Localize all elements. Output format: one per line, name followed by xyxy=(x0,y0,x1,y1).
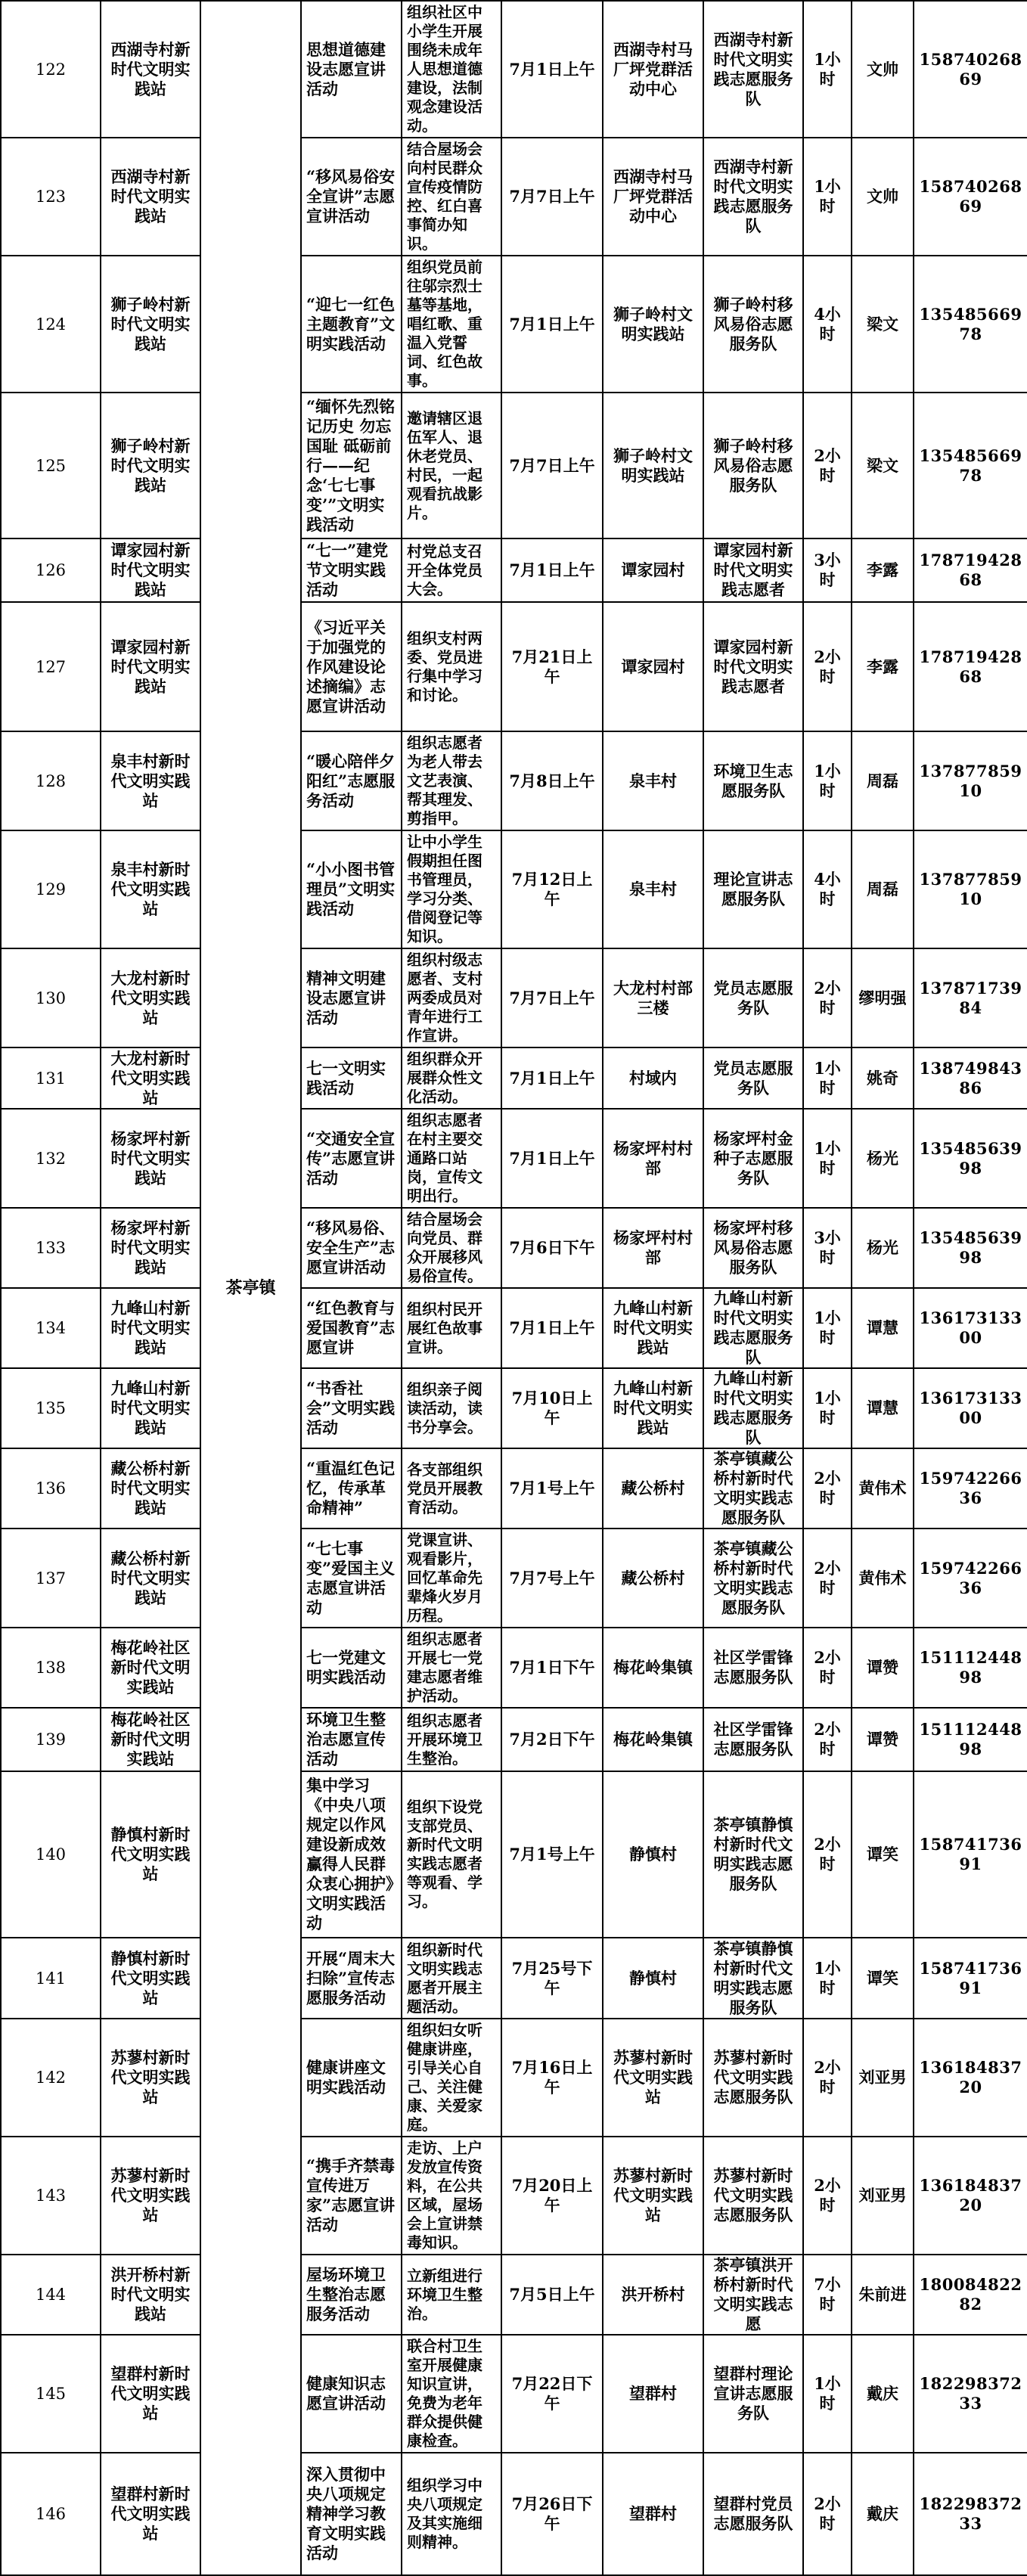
table-row xyxy=(1,538,1027,602)
table-row xyxy=(1,1047,1027,1109)
contact-phone: 15974226636 xyxy=(914,1448,1027,1529)
duration: 7小时 xyxy=(803,2255,852,2335)
activity-name: “移风易俗、安全生产”志愿宣讲活动 xyxy=(301,1208,402,1288)
contact-phone: 13874984386 xyxy=(914,1047,1027,1109)
contact-phone: 13548566978 xyxy=(914,256,1027,393)
contact-person: 谭慧 xyxy=(852,1368,914,1448)
activity-name: “七一”建党节文明实践活动 xyxy=(301,538,402,602)
contact-phone: 17871942868 xyxy=(914,602,1027,731)
activity-content: 组织社区中小学生开展围绕未成年人思想道德建设，法制观念建设活动。 xyxy=(402,1,501,138)
activity-time: 7月7日上午 xyxy=(501,948,603,1047)
contact-phone: 15974226636 xyxy=(914,1529,1027,1628)
contact-phone: 17871942868 xyxy=(914,538,1027,602)
activity-name: 健康讲座文明实践活动 xyxy=(301,2019,402,2137)
activity-content: 组织志愿者在村主要交通路口站岗，宣传文明出行。 xyxy=(402,1109,501,1208)
activity-time: 7月12日上午 xyxy=(501,830,603,948)
activity-content: 让中小学生假期担任图书管理员，学习分类、借阅登记等知识。 xyxy=(402,830,501,948)
row-number: 143 xyxy=(1,2137,101,2255)
activity-name: 健康知识志愿宣讲活动 xyxy=(301,2335,402,2453)
station-name: 谭家园村新时代文明实践站 xyxy=(101,602,200,731)
station-name: 望群村新时代文明实践站 xyxy=(101,2335,200,2453)
contact-phone: 15874026869 xyxy=(914,138,1027,256)
activity-location: 静慎村 xyxy=(603,1938,703,2019)
organizer: 茶亭镇静慎村新时代文明实践志愿服务队 xyxy=(703,1938,803,2019)
row-number: 134 xyxy=(1,1288,101,1368)
station-name: 苏蓼村新时代文明实践站 xyxy=(101,2137,200,2255)
row-number: 142 xyxy=(1,2019,101,2137)
activity-name: “红色教育与爱国教育”志愿宣讲 xyxy=(301,1288,402,1368)
row-number: 128 xyxy=(1,731,101,830)
contact-phone: 18229837233 xyxy=(914,2335,1027,2453)
table-row xyxy=(1,393,1027,538)
station-name: 大龙村新时代文明实践站 xyxy=(101,948,200,1047)
activity-content: 立新组进行环境卫生整治。 xyxy=(402,2255,501,2335)
activity-content: 组织群众开展群众性文化活动。 xyxy=(402,1047,501,1109)
contact-person: 李露 xyxy=(852,602,914,731)
activity-name: 七一文明实践活动 xyxy=(301,1047,402,1109)
activity-name: 集中学习《中央八项规定以作风建设新成效赢得人民群众衷心拥护》文明实践活动 xyxy=(301,1771,402,1938)
contact-person: 梁文 xyxy=(852,256,914,393)
duration: 2小时 xyxy=(803,1708,852,1771)
organizer: 茶亭镇静慎村新时代文明实践志愿服务队 xyxy=(703,1771,803,1938)
contact-person: 戴庆 xyxy=(852,2453,914,2575)
contact-person: 谭慧 xyxy=(852,1288,914,1368)
duration: 1小时 xyxy=(803,1047,852,1109)
activity-content: 联合村卫生室开展健康知识宣讲，免费为老年群众提供健康检查。 xyxy=(402,2335,501,2453)
duration: 4小时 xyxy=(803,256,852,393)
activity-content: 组织妇女听健康讲座，引导关心自己、关注健康、关爱家庭。 xyxy=(402,2019,501,2137)
activity-location: 望群村 xyxy=(603,2335,703,2453)
activity-content: 村党总支召开全体党员大会。 xyxy=(402,538,501,602)
station-name: 望群村新时代文明实践站 xyxy=(101,2453,200,2575)
row-number: 123 xyxy=(1,138,101,256)
activity-name: “交通安全宣传”志愿宣讲活动 xyxy=(301,1109,402,1208)
station-name: 梅花岭社区新时代文明实践站 xyxy=(101,1708,200,1771)
organizer: 社区学雷锋志愿服务队 xyxy=(703,1628,803,1708)
activity-name: “书香社会”文明实践活动 xyxy=(301,1368,402,1448)
row-number: 133 xyxy=(1,1208,101,1288)
activity-time: 7月6日下午 xyxy=(501,1208,603,1288)
contact-person: 缪明强 xyxy=(852,948,914,1047)
table-body xyxy=(1,1,1027,2575)
activity-content: 各支部组织党员开展教育活动。 xyxy=(402,1448,501,1529)
row-number: 146 xyxy=(1,2453,101,2575)
organizer: 望群村党员志愿服务队 xyxy=(703,2453,803,2575)
organizer: 茶亭镇藏公桥村新时代文明实践志愿服务队 xyxy=(703,1529,803,1628)
duration: 3小时 xyxy=(803,538,852,602)
activity-content: 组织村级志愿者、支村两委成员对青年进行工作宣讲。 xyxy=(402,948,501,1047)
activity-name: 环境卫生整治志愿宣传活动 xyxy=(301,1708,402,1771)
activity-location: 梅花岭集镇 xyxy=(603,1708,703,1771)
activity-name: “移风易俗安全宣讲”志愿宣讲活动 xyxy=(301,138,402,256)
table-row xyxy=(1,830,1027,948)
contact-phone: 15874173691 xyxy=(914,1938,1027,2019)
station-name: 藏公桥村新时代文明实践站 xyxy=(101,1529,200,1628)
table-row xyxy=(1,602,1027,731)
contact-phone: 13787173984 xyxy=(914,948,1027,1047)
activity-location: 谭家园村 xyxy=(603,538,703,602)
table-row xyxy=(1,2335,1027,2453)
activity-name: 精神文明建设志愿宣讲活动 xyxy=(301,948,402,1047)
duration: 2小时 xyxy=(803,1529,852,1628)
duration: 1小时 xyxy=(803,1938,852,2019)
organizer: 党员志愿服务队 xyxy=(703,948,803,1047)
activity-content: 走访、上户发放宣传资料，在公共区域，屋场会上宣讲禁毒知识。 xyxy=(402,2137,501,2255)
activity-name: 七一党建文明实践活动 xyxy=(301,1628,402,1708)
station-name: 洪开桥村新时代文明实践站 xyxy=(101,2255,200,2335)
organizer: 党员志愿服务队 xyxy=(703,1047,803,1109)
activity-content: 组织村民开展红色故事宣讲。 xyxy=(402,1288,501,1368)
table-row xyxy=(1,731,1027,830)
table-row xyxy=(1,1368,1027,1448)
activity-time: 7月1日下午 xyxy=(501,1628,603,1708)
station-name: 大龙村新时代文明实践站 xyxy=(101,1047,200,1109)
contact-person: 文帅 xyxy=(852,138,914,256)
duration: 1小时 xyxy=(803,1368,852,1448)
contact-phone: 15111244898 xyxy=(914,1628,1027,1708)
contact-phone: 18008482282 xyxy=(914,2255,1027,2335)
activity-location: 杨家坪村村部 xyxy=(603,1109,703,1208)
activity-time: 7月25号下午 xyxy=(501,1938,603,2019)
station-name: 杨家坪村新时代文明实践站 xyxy=(101,1208,200,1288)
activity-content: 结合屋场会向党员、群众开展移风易俗宣传。 xyxy=(402,1208,501,1288)
row-number: 124 xyxy=(1,256,101,393)
row-number: 126 xyxy=(1,538,101,602)
activity-time: 7月1日上午 xyxy=(501,256,603,393)
table-row xyxy=(1,256,1027,393)
activity-time: 7月20日上午 xyxy=(501,2137,603,2255)
activity-location: 狮子岭村文明实践站 xyxy=(603,393,703,538)
activity-name: 深入贯彻中央八项规定精神学习教育文明实践活动 xyxy=(301,2453,402,2575)
activity-content: 组织支村两委、党员进行集中学习和讨论。 xyxy=(402,602,501,731)
activity-time: 7月7日上午 xyxy=(501,138,603,256)
organizer: 九峰山村新时代文明实践志愿服务队 xyxy=(703,1368,803,1448)
activity-time: 7月7号上午 xyxy=(501,1529,603,1628)
station-name: 静慎村新时代文明实践站 xyxy=(101,1771,200,1938)
contact-phone: 13787785910 xyxy=(914,830,1027,948)
organizer: 苏蓼村新时代文明实践志愿服务队 xyxy=(703,2137,803,2255)
activity-time: 7月8日上午 xyxy=(501,731,603,830)
organizer: 狮子岭村移风易俗志愿服务队 xyxy=(703,256,803,393)
activity-location: 静慎村 xyxy=(603,1771,703,1938)
station-name: 西湖寺村新时代文明实践站 xyxy=(101,1,200,138)
row-number: 141 xyxy=(1,1938,101,2019)
activity-location: 大龙村村部三楼 xyxy=(603,948,703,1047)
activity-location: 梅花岭集镇 xyxy=(603,1628,703,1708)
activity-name: “七七事变”爱国主义志愿宣讲活动 xyxy=(301,1529,402,1628)
activity-name: “暖心陪伴夕阳红”志愿服务活动 xyxy=(301,731,402,830)
activity-content: 组织新时代文明实践志愿者开展主题活动。 xyxy=(402,1938,501,2019)
duration: 1小时 xyxy=(803,138,852,256)
activity-name: 屋场环境卫生整治志愿服务活动 xyxy=(301,2255,402,2335)
contact-person: 刘亚男 xyxy=(852,2137,914,2255)
activity-content: 组织党员前往邬宗烈士墓等基地，唱红歌、重温入党誓词、红色故事。 xyxy=(402,256,501,393)
contact-phone: 13548563998 xyxy=(914,1109,1027,1208)
table-row xyxy=(1,1938,1027,2019)
duration: 2小时 xyxy=(803,2453,852,2575)
contact-phone: 18229837233 xyxy=(914,2453,1027,2575)
table-row xyxy=(1,2255,1027,2335)
table-row xyxy=(1,2137,1027,2255)
duration: 2小时 xyxy=(803,1448,852,1529)
activity-location: 谭家园村 xyxy=(603,602,703,731)
contact-phone: 13617313300 xyxy=(914,1288,1027,1368)
organizer: 杨家坪村金种子志愿服务队 xyxy=(703,1109,803,1208)
duration: 2小时 xyxy=(803,393,852,538)
activity-location: 西湖寺村马厂坪党群活动中心 xyxy=(603,1,703,138)
contact-phone: 15111244898 xyxy=(914,1708,1027,1771)
duration: 2小时 xyxy=(803,1628,852,1708)
row-number: 144 xyxy=(1,2255,101,2335)
activity-location: 苏蓼村新时代文明实践站 xyxy=(603,2019,703,2137)
contact-person: 谭笑 xyxy=(852,1771,914,1938)
activity-time: 7月21日上午 xyxy=(501,602,603,731)
duration: 2小时 xyxy=(803,948,852,1047)
contact-person: 黄伟术 xyxy=(852,1529,914,1628)
row-number: 125 xyxy=(1,393,101,538)
table-row xyxy=(1,1109,1027,1208)
row-number: 139 xyxy=(1,1708,101,1771)
contact-person: 杨光 xyxy=(852,1208,914,1288)
activity-location: 望群村 xyxy=(603,2453,703,2575)
organizer: 九峰山村新时代文明实践志愿服务队 xyxy=(703,1288,803,1368)
station-name: 泉丰村新时代文明实践站 xyxy=(101,731,200,830)
organizer: 茶亭镇藏公桥村新时代文明实践志愿服务队 xyxy=(703,1448,803,1529)
duration: 2小时 xyxy=(803,602,852,731)
organizer: 苏蓼村新时代文明实践志愿服务队 xyxy=(703,2019,803,2137)
activity-location: 藏公桥村 xyxy=(603,1448,703,1529)
table-row xyxy=(1,1208,1027,1288)
station-name: 杨家坪村新时代文明实践站 xyxy=(101,1109,200,1208)
organizer: 谭家园村新时代文明实践志愿者 xyxy=(703,538,803,602)
activity-location: 狮子岭村文明实践站 xyxy=(603,256,703,393)
station-name: 静慎村新时代文明实践站 xyxy=(101,1938,200,2019)
table-row xyxy=(1,1,1027,138)
activity-location: 藏公桥村 xyxy=(603,1529,703,1628)
activity-content: 组织亲子阅读活动，读书分享会。 xyxy=(402,1368,501,1448)
table-row xyxy=(1,1708,1027,1771)
table-row xyxy=(1,1448,1027,1529)
contact-person: 文帅 xyxy=(852,1,914,138)
station-name: 九峰山村新时代文明实践站 xyxy=(101,1368,200,1448)
activity-time: 7月10日上午 xyxy=(501,1368,603,1448)
station-name: 狮子岭村新时代文明实践站 xyxy=(101,393,200,538)
activity-location: 泉丰村 xyxy=(603,731,703,830)
activity-location: 杨家坪村村部 xyxy=(603,1208,703,1288)
row-number: 130 xyxy=(1,948,101,1047)
contact-phone: 13618483720 xyxy=(914,2137,1027,2255)
activity-content: 组织下设党支部党员、新时代文明实践志愿者等观看、学习。 xyxy=(402,1771,501,1938)
organizer: 西湖寺村新时代文明实践志愿服务队 xyxy=(703,138,803,256)
table-row xyxy=(1,138,1027,256)
contact-person: 周磊 xyxy=(852,830,914,948)
row-number: 140 xyxy=(1,1771,101,1938)
activity-time: 7月16日上午 xyxy=(501,2019,603,2137)
contact-phone: 15874173691 xyxy=(914,1771,1027,1938)
activity-content: 邀请辖区退伍军人、退休老党员、村民，一起观看抗战影片。 xyxy=(402,393,501,538)
activity-time: 7月22日下午 xyxy=(501,2335,603,2453)
row-number: 122 xyxy=(1,1,101,138)
duration: 1小时 xyxy=(803,731,852,830)
contact-person: 杨光 xyxy=(852,1109,914,1208)
table-row xyxy=(1,1771,1027,1938)
activity-time: 7月1日上午 xyxy=(501,538,603,602)
duration: 1小时 xyxy=(803,1,852,138)
activity-location: 九峰山村新时代文明实践站 xyxy=(603,1368,703,1448)
organizer: 环境卫生志愿服务队 xyxy=(703,731,803,830)
table-row xyxy=(1,2019,1027,2137)
duration: 3小时 xyxy=(803,1208,852,1288)
table-row xyxy=(1,2453,1027,2575)
contact-person: 谭赞 xyxy=(852,1628,914,1708)
duration: 1小时 xyxy=(803,1109,852,1208)
organizer: 社区学雷锋志愿服务队 xyxy=(703,1708,803,1771)
activity-name: “迎七一红色主题教育”文明实践活动 xyxy=(301,256,402,393)
organizer: 望群村理论宣讲志愿服务队 xyxy=(703,2335,803,2453)
contact-person: 李露 xyxy=(852,538,914,602)
row-number: 135 xyxy=(1,1368,101,1448)
duration: 1小时 xyxy=(803,1288,852,1368)
activity-location: 洪开桥村 xyxy=(603,2255,703,2335)
activity-time: 7月7日上午 xyxy=(501,393,603,538)
table-row xyxy=(1,948,1027,1047)
organizer: 茶亭镇洪开桥村新时代文明实践志愿 xyxy=(703,2255,803,2335)
duration: 2小时 xyxy=(803,2137,852,2255)
duration: 4小时 xyxy=(803,830,852,948)
activity-name: “缅怀先烈铭记历史 勿忘国耻 砥砺前行——纪念‘七七事变’”文明实践活动 xyxy=(301,393,402,538)
contact-person: 姚奇 xyxy=(852,1047,914,1109)
activity-location: 苏蓼村新时代文明实践站 xyxy=(603,2137,703,2255)
contact-person: 黄伟术 xyxy=(852,1448,914,1529)
contact-person: 谭笑 xyxy=(852,1938,914,2019)
organizer: 杨家坪村移风易俗志愿服务队 xyxy=(703,1208,803,1288)
table-row xyxy=(1,1529,1027,1628)
activity-name: 思想道德建设志愿宣讲活动 xyxy=(301,1,402,138)
activity-time: 7月1号上午 xyxy=(501,1771,603,1938)
activity-content: 组织志愿者开展七一党建志愿者维护活动。 xyxy=(402,1628,501,1708)
contact-phone: 13548563998 xyxy=(914,1208,1027,1288)
activity-time: 7月2日下午 xyxy=(501,1708,603,1771)
activity-time: 7月5日上午 xyxy=(501,2255,603,2335)
organizer: 谭家园村新时代文明实践志愿者 xyxy=(703,602,803,731)
row-number: 132 xyxy=(1,1109,101,1208)
activity-content: 组织志愿者开展环境卫生整治。 xyxy=(402,1708,501,1771)
activity-content: 组织学习中央八项规定及其实施细则精神。 xyxy=(402,2453,501,2575)
activity-content: 结合屋场会向村民群众宣传疫情防控、红白喜事简办知识。 xyxy=(402,138,501,256)
duration: 2小时 xyxy=(803,2019,852,2137)
station-name: 狮子岭村新时代文明实践站 xyxy=(101,256,200,393)
contact-person: 戴庆 xyxy=(852,2335,914,2453)
town-name: 茶亭镇 xyxy=(200,1,301,2575)
station-name: 西湖寺村新时代文明实践站 xyxy=(101,138,200,256)
contact-phone: 15874026869 xyxy=(914,1,1027,138)
activity-name: “携手齐禁毒 宣传进万家”志愿宣讲活动 xyxy=(301,2137,402,2255)
activity-name: “小小图书管理员”文明实践活动 xyxy=(301,830,402,948)
station-name: 泉丰村新时代文明实践站 xyxy=(101,830,200,948)
activity-time: 7月1日上午 xyxy=(501,1109,603,1208)
row-number: 127 xyxy=(1,602,101,731)
activity-name: 开展“周末大扫除”宣传志愿服务活动 xyxy=(301,1938,402,2019)
duration: 1小时 xyxy=(803,2335,852,2453)
activity-time: 7月26日下午 xyxy=(501,2453,603,2575)
activity-time: 7月1日上午 xyxy=(501,1047,603,1109)
activity-content: 党课宣讲、观看影片，回忆革命先辈烽火岁月历程。 xyxy=(402,1529,501,1628)
duration: 2小时 xyxy=(803,1771,852,1938)
organizer: 西湖寺村新时代文明实践志愿服务队 xyxy=(703,1,803,138)
activity-time: 7月1号上午 xyxy=(501,1448,603,1529)
row-number: 145 xyxy=(1,2335,101,2453)
station-name: 九峰山村新时代文明实践站 xyxy=(101,1288,200,1368)
station-name: 谭家园村新时代文明实践站 xyxy=(101,538,200,602)
table-row xyxy=(1,1288,1027,1368)
organizer: 狮子岭村移风易俗志愿服务队 xyxy=(703,393,803,538)
contact-person: 梁文 xyxy=(852,393,914,538)
activity-content: 组织志愿者为老人带去文艺表演、帮其理发、剪指甲。 xyxy=(402,731,501,830)
activity-name: 《习近平关于加强党的作风建设论述摘编》志愿宣讲活动 xyxy=(301,602,402,731)
contact-person: 朱前进 xyxy=(852,2255,914,2335)
activity-location: 西湖寺村马厂坪党群活动中心 xyxy=(603,138,703,256)
table-row xyxy=(1,1628,1027,1708)
contact-person: 周磊 xyxy=(852,731,914,830)
row-number: 136 xyxy=(1,1448,101,1529)
contact-phone: 13617313300 xyxy=(914,1368,1027,1448)
row-number: 131 xyxy=(1,1047,101,1109)
activity-location: 村域内 xyxy=(603,1047,703,1109)
row-number: 129 xyxy=(1,830,101,948)
activity-location: 泉丰村 xyxy=(603,830,703,948)
station-name: 梅花岭社区新时代文明实践站 xyxy=(101,1628,200,1708)
contact-person: 刘亚男 xyxy=(852,2019,914,2137)
activity-time: 7月1日上午 xyxy=(501,1,603,138)
activity-name: “重温红色记忆，传承革命精神” xyxy=(301,1448,402,1529)
contact-person: 谭赞 xyxy=(852,1708,914,1771)
station-name: 苏蓼村新时代文明实践站 xyxy=(101,2019,200,2137)
contact-phone: 13548566978 xyxy=(914,393,1027,538)
contact-phone: 13618483720 xyxy=(914,2019,1027,2137)
activity-location: 九峰山村新时代文明实践站 xyxy=(603,1288,703,1368)
activity-time: 7月1日上午 xyxy=(501,1288,603,1368)
station-name: 藏公桥村新时代文明实践站 xyxy=(101,1448,200,1529)
row-number: 137 xyxy=(1,1529,101,1628)
organizer: 理论宣讲志愿服务队 xyxy=(703,830,803,948)
row-number: 138 xyxy=(1,1628,101,1708)
contact-phone: 13787785910 xyxy=(914,731,1027,830)
